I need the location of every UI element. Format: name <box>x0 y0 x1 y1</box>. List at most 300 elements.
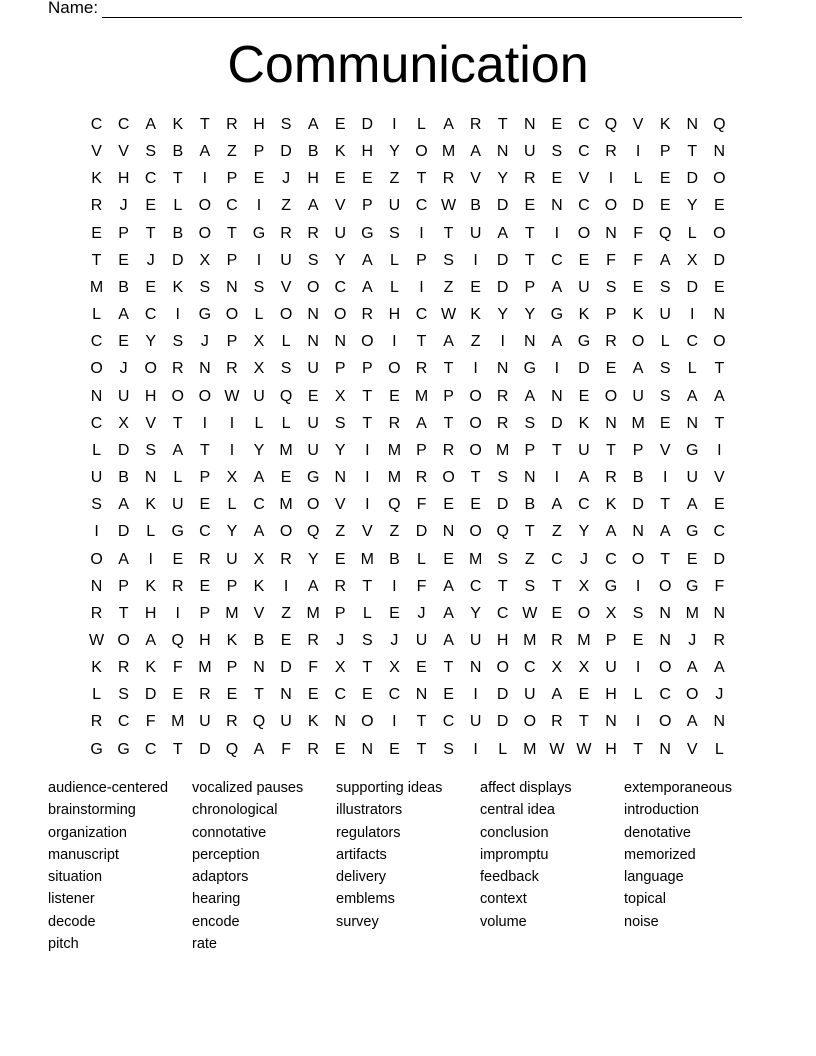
grid-letter: P <box>226 659 238 677</box>
grid-letter: A <box>470 143 481 161</box>
grid-letter: O <box>713 333 726 351</box>
grid-letter: O <box>361 333 374 351</box>
grid-letter: F <box>416 577 427 595</box>
grid-letter: X <box>334 659 346 677</box>
grid-letter: L <box>417 116 426 133</box>
grid-letter: N <box>199 360 211 378</box>
grid-letter: K <box>91 170 102 188</box>
grid-letter: R <box>496 414 509 432</box>
grid-letter: E <box>334 740 346 758</box>
grid-letter: B <box>118 278 129 296</box>
grid-row <box>83 383 733 410</box>
grid-letter: M <box>279 496 293 514</box>
word-list-item: perception <box>192 846 260 863</box>
grid-row <box>83 681 733 708</box>
grid-letter: M <box>279 441 293 459</box>
word-list-item: illustrators <box>336 802 403 819</box>
grid-letter: E <box>443 686 454 704</box>
grid-letter: O <box>577 604 591 622</box>
grid-letter: O <box>469 441 482 459</box>
grid-letter: R <box>469 116 482 133</box>
grid-letter: N <box>659 631 671 649</box>
grid-row <box>83 138 733 165</box>
grid-letter: C <box>415 306 428 324</box>
grid-letter: A <box>551 686 563 704</box>
grid-letter: W <box>441 197 457 215</box>
grid-letter: T <box>443 414 454 432</box>
grid-letter: T <box>199 441 210 459</box>
grid-letter: U <box>605 659 617 677</box>
grid-letter: S <box>443 740 454 758</box>
name-field <box>48 0 742 18</box>
grid-letter: M <box>468 550 483 568</box>
grid-letter: A <box>253 523 265 541</box>
grid-letter: L <box>389 278 399 296</box>
grid-letter: B <box>253 631 265 649</box>
grid-letter: O <box>442 469 455 487</box>
grid-letter: C <box>117 116 130 133</box>
grid-letter: X <box>578 577 590 595</box>
grid-letter: A <box>497 224 509 242</box>
grid-letter: O <box>144 360 157 378</box>
grid-letter: S <box>280 116 292 133</box>
grid-letter: J <box>688 631 697 649</box>
grid-letter: S <box>145 441 157 459</box>
grid-letter: L <box>633 170 643 188</box>
grid-letter: B <box>118 469 129 487</box>
grid-letter: I <box>202 414 208 432</box>
grid-letter: L <box>227 496 237 514</box>
grid-letter: O <box>279 306 293 324</box>
grid-letter: I <box>554 360 560 378</box>
grid-letter: S <box>361 631 373 649</box>
page-title: Communication <box>227 36 589 94</box>
grid-letter: X <box>551 659 563 677</box>
grid-letter: U <box>415 631 428 649</box>
grid-letter: B <box>172 224 184 242</box>
grid-letter: D <box>713 550 726 568</box>
grid-letter: M <box>360 550 374 568</box>
grid-letter: D <box>117 441 130 459</box>
grid-letter: R <box>713 631 726 649</box>
grid-letter: D <box>496 713 509 731</box>
grid-letter: O <box>523 713 537 731</box>
grid-letter: W <box>576 740 592 758</box>
grid-letter: E <box>443 496 454 514</box>
grid-letter: P <box>605 631 617 649</box>
grid-letter: P <box>118 577 129 595</box>
grid-letter: D <box>713 251 726 269</box>
grid-letter: U <box>334 224 347 242</box>
grid-letter: I <box>392 333 397 351</box>
grid-letter: I <box>473 740 478 758</box>
grid-letter: O <box>415 143 428 161</box>
grid-letter: J <box>119 197 128 215</box>
grid-letter: L <box>389 251 399 269</box>
grid-letter: T <box>416 170 427 188</box>
grid-letter: I <box>256 251 262 269</box>
grid-letter: T <box>199 116 210 133</box>
grid-letter: S <box>145 143 157 161</box>
grid-letter: M <box>685 604 699 622</box>
grid-letter: E <box>632 278 644 296</box>
grid-letter: P <box>605 306 617 324</box>
grid-letter: V <box>578 170 590 188</box>
grid-letter: Y <box>226 523 238 541</box>
grid-letter: E <box>632 631 644 649</box>
grid-letter: T <box>551 577 562 595</box>
grid-letter: K <box>605 496 617 514</box>
grid-letter: O <box>279 523 293 541</box>
grid-letter: S <box>307 251 319 269</box>
word-list-item: context <box>480 891 527 908</box>
grid-letter: F <box>416 496 427 514</box>
grid-letter: C <box>551 251 563 269</box>
grid-row <box>83 192 733 219</box>
grid-letter: N <box>496 360 509 378</box>
grid-letter: N <box>524 469 536 487</box>
grid-letter: V <box>280 278 292 296</box>
grid-letter: R <box>415 360 428 378</box>
grid-letter: S <box>497 469 509 487</box>
grid-letter: A <box>118 496 129 514</box>
grid-letter: Y <box>389 143 400 161</box>
grid-letter: Z <box>524 550 535 568</box>
grid-letter: N <box>524 333 536 351</box>
grid-letter: R <box>226 713 238 731</box>
grid-letter: O <box>631 333 645 351</box>
grid-letter: J <box>119 360 128 378</box>
grid-letter: E <box>226 686 238 704</box>
grid-letter: O <box>90 360 103 378</box>
grid-letter: U <box>469 631 482 649</box>
grid-letter: T <box>633 740 643 758</box>
grid-letter: L <box>281 414 291 432</box>
grid-letter: A <box>443 577 454 595</box>
grid-letter: Z <box>389 170 400 188</box>
grid-letter: K <box>145 659 157 677</box>
word-list-item: volume <box>480 913 527 930</box>
grid-letter: N <box>253 659 265 677</box>
grid-letter: I <box>690 306 695 324</box>
grid-row <box>83 627 733 654</box>
grid-letter: J <box>282 170 291 188</box>
grid-letter: H <box>117 170 130 188</box>
grid-letter: A <box>524 387 536 405</box>
grid-letter: O <box>604 387 618 405</box>
grid-letter: T <box>660 550 671 568</box>
grid-letter: P <box>443 387 454 405</box>
grid-letter: N <box>469 659 482 677</box>
grid-letter: R <box>171 360 184 378</box>
grid-letter: F <box>308 659 319 677</box>
grid-letter: U <box>388 197 401 215</box>
grid-letter: P <box>199 469 211 487</box>
grid-letter: A <box>551 333 563 351</box>
grid-letter: A <box>659 523 671 541</box>
grid-letter: V <box>470 170 481 188</box>
grid-letter: I <box>500 333 505 351</box>
word-list-item: audience-centered <box>48 780 169 796</box>
grid-letter: N <box>361 740 374 758</box>
word-list-item: emblems <box>336 891 395 908</box>
grid-letter: O <box>469 387 482 405</box>
grid-letter: C <box>144 740 157 758</box>
grid-letter: T <box>470 469 481 487</box>
grid-letter: Q <box>604 116 618 133</box>
grid-letter: Y <box>524 306 536 324</box>
grid-letter: L <box>362 604 372 622</box>
grid-letter: O <box>361 713 374 731</box>
grid-letter: N <box>713 306 726 324</box>
grid-letter: I <box>608 170 614 188</box>
grid-letter: X <box>253 333 265 351</box>
grid-letter: E <box>172 550 184 568</box>
grid-letter: E <box>659 170 671 188</box>
grid-letter: R <box>605 333 617 351</box>
grid-letter: R <box>334 577 347 595</box>
grid-letter: Q <box>713 116 726 133</box>
grid-letter: A <box>416 414 427 432</box>
grid-letter: H <box>253 116 265 133</box>
grid-letter: I <box>175 306 180 324</box>
grid-letter: R <box>605 143 617 161</box>
grid-letter: E <box>389 604 400 622</box>
grid-letter: T <box>443 659 454 677</box>
grid-letter: V <box>334 197 346 215</box>
grid-letter: T <box>362 387 373 405</box>
word-list-item: adaptors <box>192 869 249 886</box>
grid-letter: A <box>686 659 698 677</box>
grid-letter: I <box>635 659 641 677</box>
grid-letter: C <box>90 414 103 432</box>
grid-letter: E <box>145 197 157 215</box>
grid-row <box>83 464 733 491</box>
grid-letter: U <box>307 414 319 432</box>
grid-letter: S <box>443 251 454 269</box>
word-list-item: feedback <box>480 869 539 886</box>
grid-letter: E <box>91 224 102 242</box>
grid-letter: I <box>283 577 289 595</box>
grid-letter: K <box>91 659 102 677</box>
grid-letter: E <box>361 686 373 704</box>
grid-letter: T <box>687 143 698 161</box>
grid-letter: L <box>146 523 156 541</box>
word-list-item: manuscript <box>48 846 119 863</box>
grid-letter: L <box>417 550 426 568</box>
grid-letter: P <box>226 170 238 188</box>
grid-letter: I <box>175 604 180 622</box>
grid-letter: Q <box>388 496 401 514</box>
grid-letter: P <box>253 143 265 161</box>
grid-letter: T <box>91 251 102 269</box>
grid-letter: L <box>92 441 101 459</box>
grid-letter: T <box>416 333 427 351</box>
grid-letter: A <box>443 631 454 649</box>
grid-letter: T <box>497 577 508 595</box>
word-list-item: denotative <box>624 824 691 841</box>
grid-letter: D <box>578 360 590 378</box>
grid-letter: C <box>199 523 211 541</box>
grid-letter: I <box>365 496 370 514</box>
grid-letter: R <box>117 659 130 677</box>
grid-letter: O <box>658 713 672 731</box>
grid-letter: I <box>229 441 235 459</box>
grid-letter: N <box>686 414 699 432</box>
grid-letter: E <box>416 659 427 677</box>
grid-row <box>83 165 733 192</box>
grid-letter: T <box>443 224 454 242</box>
grid-letter: R <box>171 577 184 595</box>
grid-letter: U <box>469 224 482 242</box>
grid-letter: K <box>659 116 671 133</box>
grid-letter: E <box>443 550 454 568</box>
grid-letter: X <box>226 469 238 487</box>
grid-letter: O <box>334 306 347 324</box>
grid-letter: S <box>118 686 129 704</box>
grid-letter: E <box>605 360 617 378</box>
grid-letter: R <box>90 197 103 215</box>
grid-letter: E <box>334 170 346 188</box>
grid-letter: N <box>496 143 509 161</box>
grid-letter: N <box>334 333 347 351</box>
grid-letter: X <box>253 550 265 568</box>
grid-letter: P <box>361 197 373 215</box>
grid-letter: J <box>390 631 399 649</box>
grid-letter: M <box>225 604 239 622</box>
grid-letter: L <box>660 333 670 351</box>
grid-letter: N <box>415 686 428 704</box>
grid-letter: D <box>199 740 211 758</box>
grid-letter: S <box>551 143 563 161</box>
grid-letter: E <box>551 116 563 133</box>
grid-letter: I <box>554 469 560 487</box>
grid-letter: U <box>280 251 292 269</box>
grid-letter: V <box>334 496 346 514</box>
word-list-item: topical <box>624 891 666 908</box>
grid-letter: T <box>362 414 373 432</box>
grid-letter: D <box>496 251 509 269</box>
grid-letter: H <box>388 306 401 324</box>
grid-letter: O <box>658 659 672 677</box>
grid-letter: G <box>686 523 699 541</box>
grid-letter: T <box>227 224 237 242</box>
grid-letter: A <box>686 713 698 731</box>
grid-letter: Q <box>306 523 320 541</box>
grid-letter: E <box>470 496 481 514</box>
grid-letter: K <box>145 496 157 514</box>
grid-letter: S <box>199 278 211 296</box>
grid-letter: I <box>202 170 208 188</box>
grid-letter: T <box>172 740 183 758</box>
word-list-item: rate <box>192 936 217 953</box>
grid-letter: U <box>226 550 238 568</box>
grid-letter: D <box>496 686 509 704</box>
grid-letter: A <box>145 631 157 649</box>
grid-letter: K <box>578 414 590 432</box>
grid-letter: E <box>389 387 400 405</box>
grid-letter: U <box>686 469 699 487</box>
grid-letter: E <box>334 550 346 568</box>
grid-letter: A <box>605 523 617 541</box>
grid-row <box>83 328 733 355</box>
grid-letter: T <box>660 496 671 514</box>
word-list-item: vocalized pauses <box>192 780 304 796</box>
grid-letter: T <box>524 523 535 541</box>
grid-letter: T <box>416 740 427 758</box>
grid-letter: G <box>577 333 591 351</box>
grid-letter: I <box>392 713 397 731</box>
grid-letter: N <box>659 740 671 758</box>
grid-letter: Y <box>334 251 346 269</box>
grid-letter: Q <box>171 631 184 649</box>
grid-letter: A <box>199 143 211 161</box>
word-list-item: connotative <box>192 824 267 841</box>
grid-letter: C <box>578 496 590 514</box>
grid-letter: C <box>117 713 130 731</box>
grid-letter: M <box>441 143 456 161</box>
grid-letter: L <box>254 306 264 324</box>
word-list-item: conclusion <box>480 824 549 841</box>
grid-letter: Z <box>281 197 291 215</box>
grid-letter: M <box>577 631 591 649</box>
word-list-item: regulators <box>336 824 401 841</box>
grid-letter: J <box>200 333 209 351</box>
letter-grid <box>83 111 733 763</box>
grid-letter: Z <box>227 143 237 161</box>
grid-letter: P <box>416 251 427 269</box>
grid-letter: E <box>307 387 319 405</box>
word-list-item: extemporaneous <box>624 780 733 796</box>
grid-letter: V <box>659 441 671 459</box>
grid-letter: B <box>389 550 400 568</box>
grid-letter: T <box>145 224 156 242</box>
grid-letter: S <box>632 604 644 622</box>
grid-letter: M <box>631 414 645 432</box>
grid-letter: C <box>226 197 238 215</box>
grid-letter: I <box>473 251 478 269</box>
grid-letter: A <box>145 116 157 133</box>
grid-letter: Z <box>335 523 346 541</box>
grid-letter: N <box>605 224 617 242</box>
grid-letter: J <box>715 686 724 704</box>
grid-letter: R <box>307 631 319 649</box>
grid-letter: G <box>686 577 699 595</box>
grid-letter: K <box>172 116 184 133</box>
grid-row <box>83 274 733 301</box>
grid-letter: A <box>686 496 698 514</box>
grid-letter: C <box>469 577 482 595</box>
grid-letter: E <box>280 631 292 649</box>
grid-letter: O <box>577 224 591 242</box>
grid-letter: I <box>662 469 668 487</box>
grid-letter: K <box>470 306 481 324</box>
grid-letter: G <box>361 224 374 242</box>
grid-letter: O <box>117 631 130 649</box>
grid-letter: A <box>172 441 184 459</box>
grid-letter: X <box>334 387 346 405</box>
grid-letter: D <box>171 251 184 269</box>
grid-letter: L <box>281 333 291 351</box>
grid-letter: T <box>443 360 454 378</box>
grid-letter: U <box>632 387 644 405</box>
grid-letter: L <box>173 197 183 215</box>
grid-letter: D <box>496 197 509 215</box>
grid-letter: Q <box>279 387 293 405</box>
grid-letter: H <box>199 631 211 649</box>
word-list-item: situation <box>48 869 103 886</box>
grid-letter: Y <box>307 550 319 568</box>
